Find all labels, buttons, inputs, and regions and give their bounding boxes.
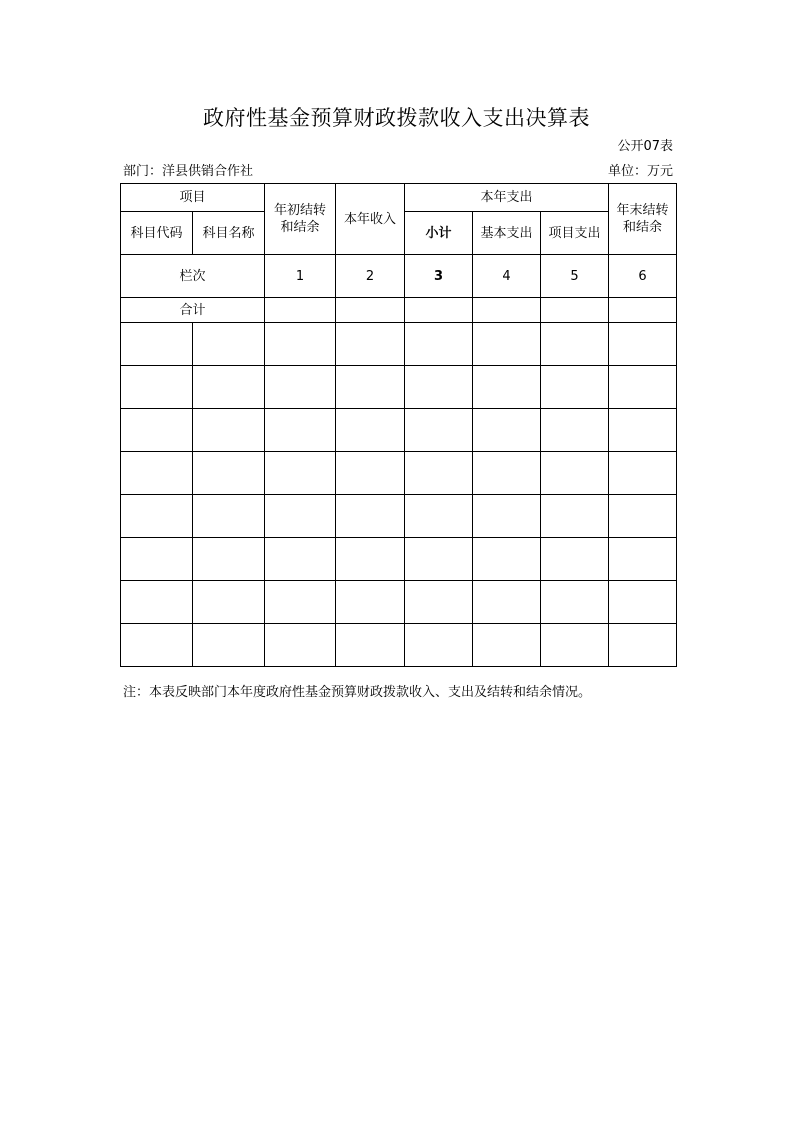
- header-item: 项目: [121, 184, 265, 212]
- table-cell: [473, 581, 541, 624]
- table-cell: [405, 323, 473, 366]
- total-cell: [405, 298, 473, 323]
- department-label: 部门：洋县供销合作社: [123, 164, 254, 179]
- table-cell: [609, 624, 677, 667]
- table-cell: [609, 495, 677, 538]
- header-expenditure: 本年支出: [405, 184, 609, 212]
- table-cell: [193, 409, 265, 452]
- table-cell: [473, 538, 541, 581]
- table-cell: [336, 366, 405, 409]
- total-cell: [473, 298, 541, 323]
- header-code: 科目代码: [121, 212, 193, 255]
- table-cell: [336, 538, 405, 581]
- form-code: 公开07表: [617, 139, 673, 154]
- total-row-label: 合计: [121, 298, 265, 323]
- total-cell: [336, 298, 405, 323]
- table-cell: [473, 452, 541, 495]
- column-number-5: 5: [541, 255, 609, 298]
- table-cell: [121, 409, 193, 452]
- table-row: [121, 538, 677, 581]
- table-cell: [405, 538, 473, 581]
- table-cell: [405, 581, 473, 624]
- table-cell: [121, 581, 193, 624]
- table-cell: [405, 495, 473, 538]
- table-cell: [609, 323, 677, 366]
- table-cell: [541, 366, 609, 409]
- column-number-6: 6: [609, 255, 677, 298]
- table-row: [121, 495, 677, 538]
- table-cell: [265, 495, 336, 538]
- table-cell: [193, 452, 265, 495]
- table-cell: [265, 409, 336, 452]
- table-cell: [541, 452, 609, 495]
- table-cell: [121, 366, 193, 409]
- table-cell: [405, 452, 473, 495]
- table-cell: [121, 323, 193, 366]
- table-cell: [265, 366, 336, 409]
- table-cell: [265, 323, 336, 366]
- table-cell: [336, 452, 405, 495]
- table-cell: [405, 409, 473, 452]
- table-cell: [336, 495, 405, 538]
- table-cell: [336, 581, 405, 624]
- table-cell: [193, 538, 265, 581]
- table-cell: [541, 323, 609, 366]
- table-cell: [541, 495, 609, 538]
- table-cell: [121, 624, 193, 667]
- table-cell: [405, 366, 473, 409]
- total-cell: [541, 298, 609, 323]
- table-cell: [541, 409, 609, 452]
- table-cell: [473, 495, 541, 538]
- table-cell: [265, 452, 336, 495]
- header-basic: 基本支出: [473, 212, 541, 255]
- column-number-1: 1: [265, 255, 336, 298]
- table-cell: [193, 581, 265, 624]
- header-income: 本年收入: [336, 184, 405, 255]
- page-title: 政府性基金预算财政拨款收入支出决算表: [203, 106, 590, 130]
- table-cell: [541, 538, 609, 581]
- column-number-3: 3: [405, 255, 473, 298]
- table-cell: [336, 409, 405, 452]
- table-cell: [473, 409, 541, 452]
- table-cell: [336, 624, 405, 667]
- table-cell: [193, 323, 265, 366]
- column-number-4: 4: [473, 255, 541, 298]
- budget-table: [120, 183, 677, 667]
- header-subtotal: 小计: [405, 212, 473, 255]
- header-name: 科目名称: [193, 212, 265, 255]
- table-cell: [473, 624, 541, 667]
- table-row: [121, 366, 677, 409]
- table-cell: [473, 323, 541, 366]
- table-cell: [473, 366, 541, 409]
- table-cell: [405, 624, 473, 667]
- table-cell: [121, 538, 193, 581]
- table-cell: [265, 538, 336, 581]
- row-label-column-numbers: 栏次: [121, 255, 265, 298]
- column-number-2: 2: [336, 255, 405, 298]
- table-cell: [609, 538, 677, 581]
- unit-label: 单位：万元: [607, 164, 673, 179]
- table-row: [121, 624, 677, 667]
- header-closing-balance: [609, 184, 677, 255]
- table-cell: [609, 366, 677, 409]
- table-cell: [541, 581, 609, 624]
- table-cell: [121, 452, 193, 495]
- table-row: [121, 409, 677, 452]
- header-opening-balance-text: 年初结转和结余: [274, 203, 327, 235]
- table-cell: [265, 624, 336, 667]
- header-project: 项目支出: [541, 212, 609, 255]
- table-cell: [193, 366, 265, 409]
- table-cell: [609, 581, 677, 624]
- table-cell: [609, 452, 677, 495]
- header-closing-balance-text: 年末结转和结余: [616, 203, 669, 235]
- table-row: [121, 323, 677, 366]
- total-cell: [265, 298, 336, 323]
- table-cell: [609, 409, 677, 452]
- table-cell: [121, 495, 193, 538]
- total-cell: [609, 298, 677, 323]
- table-cell: [265, 581, 336, 624]
- header-opening-balance: [265, 184, 336, 255]
- footnote: 注：本表反映部门本年度政府性基金预算财政拨款收入、支出及结转和结余情况。: [123, 685, 592, 700]
- table-row: [121, 581, 677, 624]
- table-cell: [336, 323, 405, 366]
- table-cell: [193, 495, 265, 538]
- table-cell: [541, 624, 609, 667]
- table-cell: [193, 624, 265, 667]
- table-row: [121, 452, 677, 495]
